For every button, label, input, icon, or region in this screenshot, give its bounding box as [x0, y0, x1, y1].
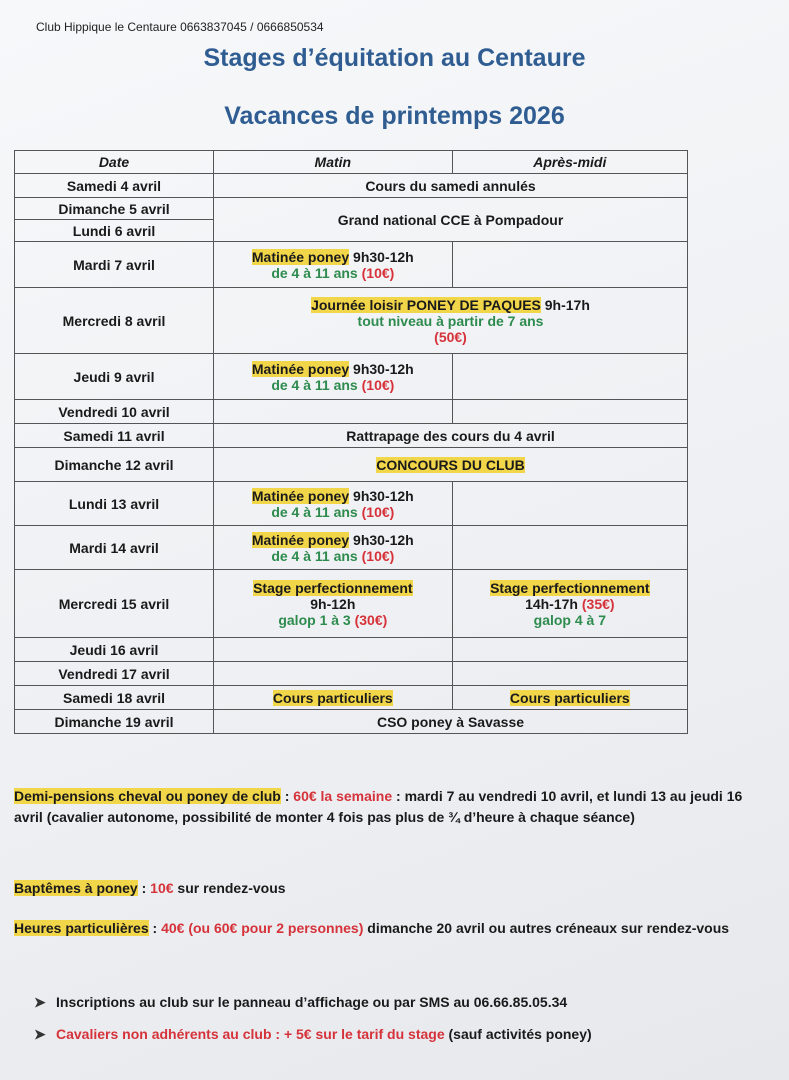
row-date: Lundi 6 avril [15, 220, 214, 242]
row-date: Jeudi 9 avril [15, 354, 214, 400]
row-activity: Grand national CCE à Pompadour [214, 198, 688, 242]
row-morning [214, 354, 453, 400]
row-morning [214, 526, 453, 570]
row-date: Dimanche 5 avril [15, 198, 214, 220]
note-separator: : [280, 788, 294, 804]
note-highlight: Baptêmes à poney [14, 880, 138, 896]
note-price: 60€ la semaine [293, 788, 393, 804]
activity-age: de 4 à 11 ans [271, 376, 362, 393]
activity-highlight: Stage perfectionnement [253, 579, 413, 596]
row-morning [214, 242, 453, 288]
activity-age: de 4 à 11 ans [271, 264, 362, 281]
row-afternoon [452, 570, 687, 638]
note-price: 10€ [150, 880, 174, 896]
bullet-text: (sauf activités poney) [444, 1026, 592, 1042]
note-baptemes [14, 878, 744, 899]
activity-highlight: Stage perfectionnement [490, 579, 650, 596]
activity-age: de 4 à 11 ans [271, 547, 362, 564]
activity-time: 9h30-12h [349, 487, 414, 504]
activity-highlight: Cours particuliers [509, 689, 630, 706]
table-row [15, 638, 688, 662]
note-text: : mardi 7 au vendredi 10 avril, et lundi 13 au jeudi 16 avril (cavalier autonome, possibilité de monter 4 fois pas plus de ¾ d’heure à chaque séance) [14, 788, 743, 825]
schedule-table [14, 150, 688, 734]
row-morning [214, 686, 453, 710]
row-morning [214, 662, 453, 686]
activity-highlight: Matinée poney [251, 248, 350, 265]
activity-price: (10€) [361, 376, 395, 393]
note-text: dimanche 20 avril ou autres créneaux sur rendez-vous [363, 920, 730, 936]
table-row [15, 288, 688, 354]
note-highlight: Heures particulières [14, 920, 149, 936]
activity-highlight: Cours particuliers [272, 689, 393, 706]
row-date: Vendredi 10 avril [15, 400, 214, 424]
activity-highlight: Matinée poney [251, 487, 350, 504]
row-date: Lundi 13 avril [15, 482, 214, 526]
row-date: Mercredi 15 avril [15, 570, 214, 638]
row-date: Mardi 7 avril [15, 242, 214, 288]
row-morning [214, 638, 453, 662]
activity-price: (35€) [581, 595, 615, 612]
row-activity [214, 288, 688, 354]
activity-time: 9h-12h [310, 595, 356, 612]
activity-level: galop 4 à 7 [533, 611, 606, 628]
activity-time: 9h30-12h [349, 248, 414, 265]
bullet-list [34, 990, 734, 1046]
header-date: Date [15, 151, 214, 174]
row-date: Mercredi 8 avril [15, 288, 214, 354]
row-afternoon [452, 354, 687, 400]
row-afternoon [452, 242, 687, 288]
note-separator: : [137, 880, 151, 896]
note-price: 40€ (ou 60€ pour 2 personnes) [161, 920, 364, 936]
row-date: Samedi 4 avril [15, 174, 214, 198]
row-afternoon [452, 482, 687, 526]
activity-price: (50€) [434, 328, 467, 345]
table-row [15, 662, 688, 686]
page-subtitle: Vacances de printemps 2026 [224, 102, 565, 130]
row-morning [214, 400, 453, 424]
page-title: Stages d’équitation au Centaure [203, 44, 586, 72]
note-heures [14, 918, 744, 939]
table-row [15, 198, 688, 220]
table-row [15, 400, 688, 424]
activity-level: tout niveau à partir de 7 ans [357, 312, 544, 329]
note-separator: : [148, 920, 162, 936]
row-afternoon [452, 686, 687, 710]
row-morning [214, 570, 453, 638]
activity-time: 9h30-12h [349, 531, 414, 548]
activity-time: 9h-17h [540, 296, 590, 313]
note-highlight: Demi-pensions cheval ou poney de club [14, 788, 281, 804]
table-row [15, 174, 688, 198]
header-matin: Matin [214, 151, 453, 174]
table-row [15, 354, 688, 400]
table-row [15, 710, 688, 734]
table-row [15, 570, 688, 638]
row-morning [214, 482, 453, 526]
bullet-text: Inscriptions au club sur le panneau d’affichage ou par SMS au 06.66.85.05.34 [56, 994, 568, 1010]
activity-highlight: Matinée poney [251, 360, 350, 377]
row-date: Dimanche 12 avril [15, 448, 214, 482]
row-date: Dimanche 19 avril [15, 710, 214, 734]
row-activity: CSO poney à Savasse [214, 710, 688, 734]
activity-time: 9h30-12h [349, 360, 414, 377]
row-afternoon [452, 662, 687, 686]
table-row [15, 424, 688, 448]
table-header-row [15, 151, 688, 174]
activity-price: (10€) [361, 503, 395, 520]
bullet-text: Cavaliers non adhérents au club : + 5€ sur le tarif du stage [56, 1026, 445, 1042]
row-activity: Rattrapage des cours du 4 avril [214, 424, 688, 448]
row-date: Vendredi 17 avril [15, 662, 214, 686]
activity-time: 14h-17h [525, 595, 582, 612]
list-item [34, 1022, 734, 1046]
arrow-icon: ➤ [34, 1026, 46, 1042]
row-activity [214, 448, 688, 482]
table-row [15, 242, 688, 288]
note-text: sur rendez-vous [173, 880, 286, 896]
arrow-icon: ➤ [34, 994, 46, 1010]
activity-highlight: Matinée poney [251, 531, 350, 548]
activity-highlight: Journée loisir PONEY DE PAQUES [311, 296, 541, 313]
list-item [34, 990, 734, 1014]
row-afternoon [452, 400, 687, 424]
row-date: Samedi 18 avril [15, 686, 214, 710]
header-apres-midi: Après-midi [452, 151, 687, 174]
activity-highlight: CONCOURS DU CLUB [376, 456, 525, 473]
table-row [15, 448, 688, 482]
club-contact: Club Hippique le Centaure 0663837045 / 0666850534 [36, 20, 324, 34]
activity-age: de 4 à 11 ans [271, 503, 362, 520]
table-row [15, 686, 688, 710]
row-date: Jeudi 16 avril [15, 638, 214, 662]
table-row [15, 526, 688, 570]
activity-price: (30€) [354, 611, 388, 628]
row-afternoon [452, 526, 687, 570]
activity-level: galop 1 à 3 [278, 611, 355, 628]
row-activity: Cours du samedi annulés [214, 174, 688, 198]
row-date: Samedi 11 avril [15, 424, 214, 448]
row-afternoon [452, 638, 687, 662]
activity-price: (10€) [361, 547, 395, 564]
table-row [15, 482, 688, 526]
note-demi-pensions [14, 786, 744, 828]
activity-price: (10€) [361, 264, 395, 281]
row-date: Mardi 14 avril [15, 526, 214, 570]
